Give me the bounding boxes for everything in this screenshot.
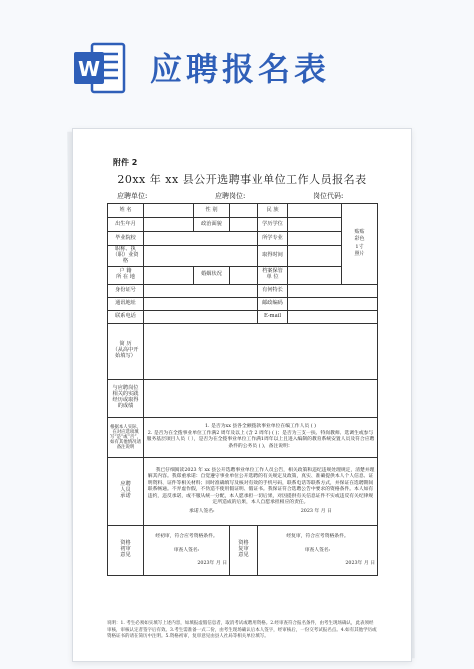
label-review-1: 资格 初审 意见 (108, 525, 144, 575)
commitment-block (144, 457, 378, 525)
banner (0, 0, 474, 118)
header-position: 应聘岗位: (215, 192, 246, 200)
header-unit: 应聘单位: (117, 192, 148, 200)
label-resume: 简 历 （从高中开始填写） (108, 323, 144, 379)
employment-status (144, 417, 378, 457)
review-text-2: 经复审，符合应考资格条件。 (286, 533, 349, 539)
review-sign-2[interactable]: 审查人签名: (304, 548, 331, 554)
value-major[interactable] (288, 232, 342, 246)
value-degree[interactable] (288, 218, 342, 232)
commitment-sign[interactable]: 承诺人签名: (189, 508, 215, 514)
label-marital: 婚姻状况 (194, 266, 230, 284)
value-id[interactable] (144, 284, 258, 297)
word-icon (70, 38, 130, 98)
label-major: 所学专业 (258, 232, 288, 246)
label-tel: 联系电话 (108, 310, 144, 323)
employment-item-2: 2. 是否为在全拨事业单位工作满2 周年及以上 (含 2 周年) ( )；是否为三支一扶、特岗教师、选调生或参与服务基层项目人员（ ），是否为在全拨事业单位工作满1周年以上且进入编制的教育系统安置人员及符合应聘条件的公务员 ( )，备注说明： (146, 430, 375, 449)
value-practice[interactable] (144, 379, 378, 417)
label-email: E-mail (258, 310, 288, 323)
label-hukou: 户 籍 所 在 地 (108, 266, 144, 284)
banner-title: 应聘报名表 (150, 50, 331, 88)
label-title-qual: 职称、执（职）业资格 (108, 246, 144, 267)
value-address[interactable] (144, 297, 258, 310)
attachment-label: 附件 2 (113, 158, 138, 167)
review-date-1: 2023年 月 日 (197, 560, 227, 566)
label-practice: 与应聘岗位相关的实践经历或取得的成绩 (108, 379, 144, 417)
value-name[interactable] (144, 204, 194, 218)
registration-form-table (107, 203, 378, 576)
svg-text:W: W (77, 57, 101, 81)
photo-box: 贴贴 彩色 1寸 照片 (342, 204, 378, 285)
value-tel[interactable] (144, 310, 258, 323)
value-cert-time[interactable] (288, 246, 342, 267)
document-title: 20xx 年 xx 县公开选聘事业单位工作人员报名表 (117, 173, 367, 186)
label-specialty: 有何特长 (258, 284, 288, 297)
value-political[interactable] (230, 218, 258, 232)
value-archive[interactable] (288, 266, 342, 284)
label-address: 通讯地址 (108, 297, 144, 310)
label-political: 政治面貌 (194, 218, 230, 232)
label-postcode: 邮政编码 (258, 297, 288, 310)
value-gender[interactable] (230, 204, 258, 218)
employment-item-1: 1. 是否为xx 县各全额拨款事业单位在编工作人员 ( ) (205, 424, 316, 430)
value-title-qual[interactable] (144, 246, 258, 267)
review-sign-1[interactable]: 审查人签名: (173, 548, 200, 554)
commitment-text: 我已仔细阅读2023 年 xx 县公开选聘事业单位工作人员公告，相关政策和违纪违规处理规定，清楚并理解其内容。我郑重承诺：自觉遵守事业单位公开选聘的有关规定及政策，真实、准确提供本人个人信息、证明资料、证件等相关材料；同时准确填写及核对有效的手机号码，联系电话等联系方式，并保证在选聘期间联系畅通。不弄虚作假，不伪造不使用假证明、假证书。我保证符合选聘公告中要求的资格条件。本人如有违约，违反承诺，或不服从统一分配，本人愿承担一切后果，对因提供有关信息证件不实或违反有关纪律规定所造成的后果，本人自愿承担相应的责任。 (147, 467, 375, 506)
label-ethnicity: 民 族 (258, 204, 288, 218)
value-marital[interactable] (230, 266, 258, 284)
header-code: 岗位代码: (313, 192, 344, 200)
label-employment: 根据本人实际，在对应选项填写“是”或“否”，如有其他情况请备注说明 (108, 417, 144, 457)
value-hukou[interactable] (144, 266, 194, 284)
notes: 说明：1. 考生必须如实填写上述内容，如填报虚假信息者，取消考试或聘用资格。2.经审查符合报名条件，由考生现场确认，此表须经审核，审核认定者签字后有效。3.考生需准备一式二份，由考生现场确认后本人签字，经审核后，一份交考试报名点。4.如有其他学历或资格证书的请在简历中注明。5.资格初审，复审意见由县人社局等相关单位填写。 (107, 621, 377, 640)
value-resume[interactable] (144, 323, 378, 379)
commitment-date: 2023 年 月 日 (300, 508, 332, 514)
label-review-2: 资格 复审 意见 (230, 525, 258, 575)
value-specialty[interactable] (288, 284, 378, 297)
review-date-2: 2023年 月 日 (345, 560, 375, 566)
label-commitment: 应聘 人员 承诺 (108, 457, 144, 525)
value-email[interactable] (288, 310, 378, 323)
review-block-1 (144, 525, 230, 575)
value-birth[interactable] (144, 218, 194, 232)
review-text-1: 经初审，符合应考资格条件。 (155, 533, 218, 539)
label-archive: 档案保管单 位 (258, 266, 288, 284)
label-birth: 出生年月 (108, 218, 144, 232)
label-name: 姓 名 (108, 204, 144, 218)
label-degree: 学历学位 (258, 218, 288, 232)
value-ethnicity[interactable] (288, 204, 342, 218)
label-school: 毕业院校 (108, 232, 144, 246)
label-id: 身份证号 (108, 284, 144, 297)
label-gender: 性 别 (194, 204, 230, 218)
review-block-2 (258, 525, 378, 575)
document-page (72, 128, 412, 662)
label-cert-time: 取得时间 (258, 246, 288, 267)
value-school[interactable] (144, 232, 258, 246)
value-postcode[interactable] (288, 297, 378, 310)
